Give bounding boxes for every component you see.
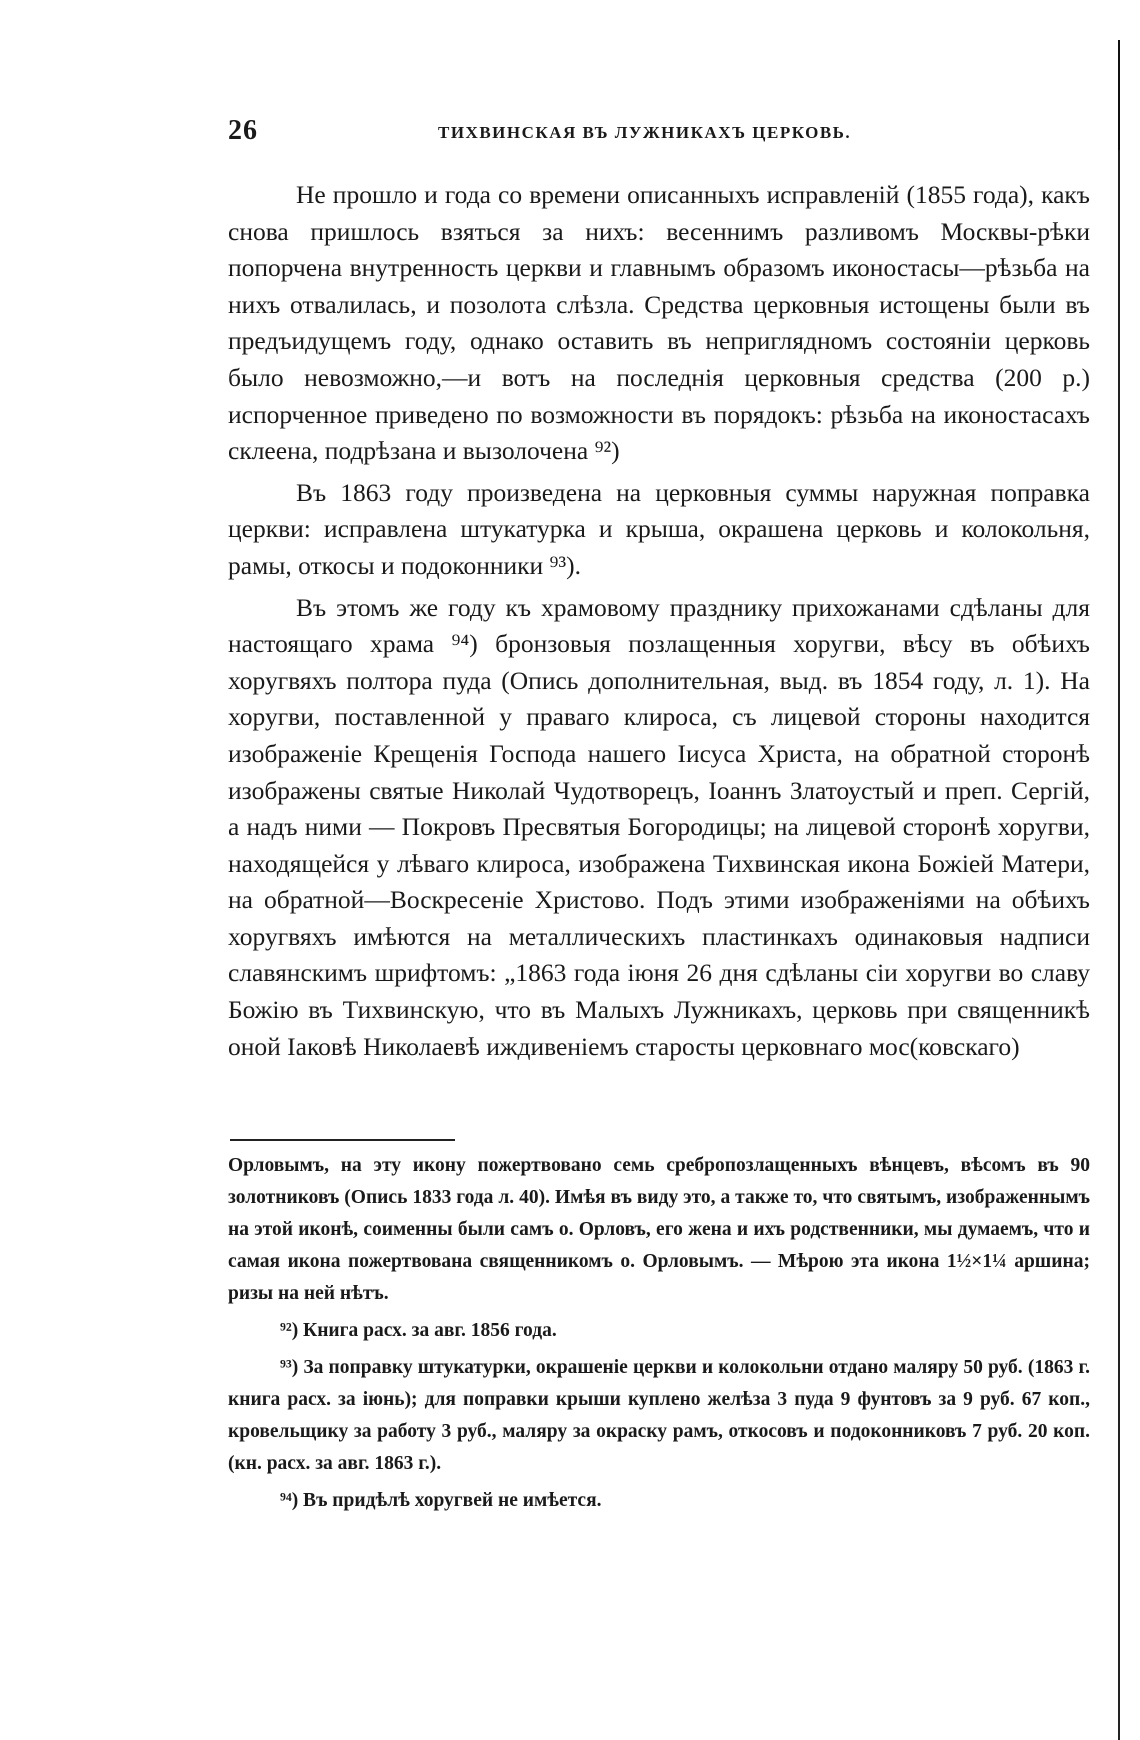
footnotes (228, 1150, 1090, 1522)
footnote-94: ⁹⁴) Въ придѣлѣ хоругвей не имѣется. (280, 1490, 602, 1511)
main-text (228, 177, 1090, 1070)
footnote-continuation: Орловымъ, на эту икону пожертвовано семь сребропозлащенныхъ вѣнцевъ, вѣсомъ въ 90 золотниковъ (Опись 1833 года л. 40). Имѣя въ виду это, а также то, что святымъ, изображеннымъ на этой иконѣ, соименны были самъ о. Орловъ, его жена и ихъ родственники, мы думаемъ, что и самая икона пожертвована священникомъ о. Орловымъ. — Мѣрою эта икона 1½×1¼ аршина; ризы на ней нѣтъ. (228, 1155, 1090, 1304)
page-header (228, 115, 1088, 155)
running-title: ТИХВИНСКАЯ ВЪ ЛУЖНИКАХЪ ЦЕРКОВЬ. (438, 123, 852, 142)
paragraph: Въ 1863 году произведена на церковныя суммы наружная поправка церкви: исправлена штукатурка и крыша, окрашена церковь и колокольня, рамы, откосы и подоконники ⁹³). (228, 477, 1090, 580)
paragraph: Не прошло и года со времени описанныхъ исправленій (1855 года), какъ снова пришлось взяться за нихъ: весеннимъ разливомъ Москвы-рѣки попорчена внутренность церкви и главнымъ образомъ иконостасы—рѣзьба на нихъ отвалилась, и позолота слѣзла. Средства церковныя истощены были въ предъидущемъ году, однако оставить въ неприглядномъ состояніи церковь было невозможно,—и вотъ на последнія церковныя средства (200 р.) испорченное приведено по возможности въ порядокъ: рѣзьба на иконостасахъ склеена, подрѣзана и вызолочена ⁹²) (228, 180, 1090, 466)
footnote-separator (230, 1139, 455, 1141)
page-number: 26 (228, 115, 258, 146)
paragraph: Въ этомъ же году къ храмовому празднику прихожанами сдѣланы для настоящаго храма ⁹⁴) бронзовыя позлащенныя хоругви, вѣсу въ обѣихъ хоругвяхъ полтора пуда (Опись дополнительная, выд. въ 1854 году, л. 1). На хоругви, поставленной у праваго клироса, съ лицевой стороны находится изображеніе Крещенія Господа нашего Іисуса Христа, на обратной сторонѣ изображены святые Николай Чудотворецъ, Іоаннъ Златоустый и преп. Сергій, а надъ ними — Покровъ Пресвятыя Богородицы; на лицевой сторонѣ хоругви, находящейся у лѣваго клироса, изображена Тихвинская икона Божіей Матери, на обратной—Воскресеніе Христово. Подъ этими изображеніями на обѣихъ хоругвяхъ имѣются на металлическихъ пластинкахъ одинаковыя надписи славянскимъ шрифтомъ: „1863 года іюня 26 дня сдѣланы сіи хоругви во славу Божію въ Тихвинскую, что въ Малыхъ Лужникахъ, церковь при священникѣ оной Іаковѣ Николаевѣ иждивеніемъ старосты церковнаго мос(ковскаго) (228, 592, 1090, 1061)
footnote-93: ⁹³) За поправку штукатурки, окрашеніе церкви и колокольни отдано маляру 50 руб. (1863 г. книга расх. за іюнь); для поправки крыши куплено желѣза 3 пуда 9 фунтовъ за 9 руб. 67 коп., кровельщику за работу 3 руб., маляру за окраску рамъ, откосовъ и подоконниковъ 7 руб. 20 коп. (кн. расх. за авг. 1863 г.). (228, 1357, 1090, 1474)
page-edge-line (1118, 40, 1120, 1740)
footnote-92: ⁹²) Книга расх. за авг. 1856 года. (280, 1320, 557, 1341)
page-edge-line-top (1118, 40, 1120, 150)
